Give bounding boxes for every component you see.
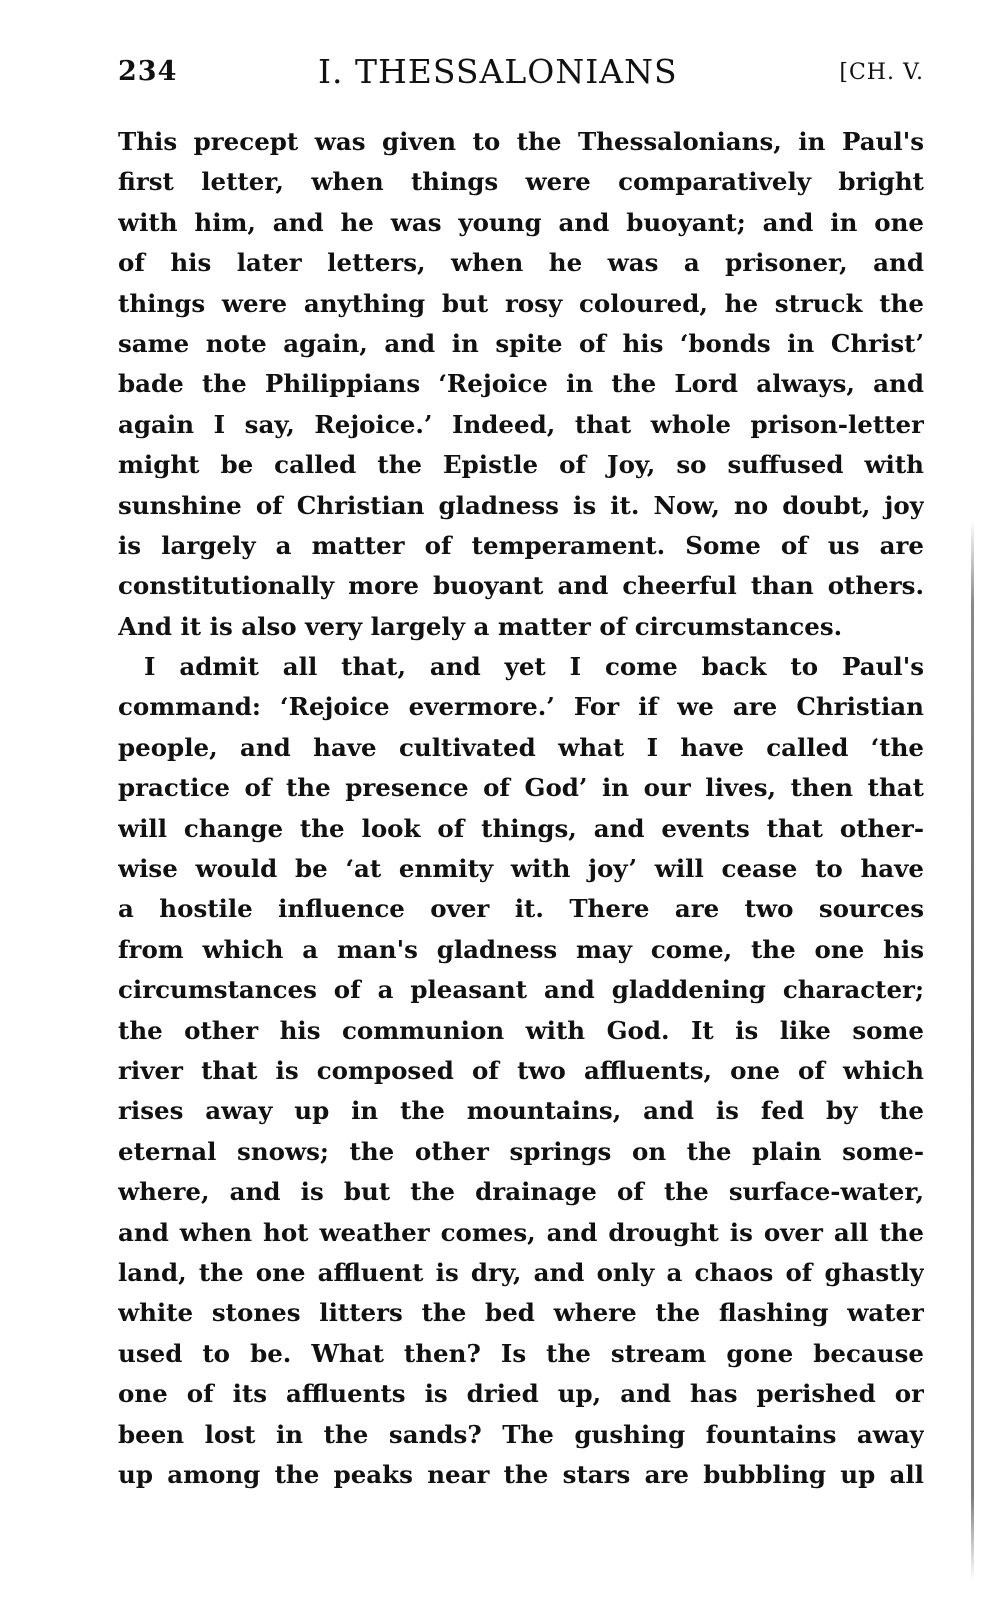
page-number: 234	[118, 56, 178, 87]
text-line: a hostile influence over it. There are two sources	[118, 894, 924, 924]
text-line: of his later letters, when he was a prisoner, and	[118, 248, 924, 278]
text-line: white stones litters the bed where the flashing water	[118, 1298, 924, 1328]
text-line: eternal snows; the other springs on the plain some-	[118, 1136, 924, 1166]
text-line: things were anything but rosy coloured, he struck the	[118, 288, 924, 318]
text-line: is largely a matter of temperament. Some of us are	[118, 530, 924, 560]
body-text	[118, 122, 924, 1495]
paragraph-start-line: I admit all that, and yet I come back to Paul's	[144, 652, 924, 682]
paragraph-end-line: And it is also very largely a matter of circumstances.	[118, 611, 843, 641]
page-header	[118, 52, 924, 94]
text-line: bade the Philippians ‘Rejoice in the Lord always, and	[118, 369, 924, 399]
text-line: people, and have cultivated what I have called ‘the	[118, 732, 924, 762]
text-line: constitutionally more buoyant and cheerful than others.	[118, 571, 924, 601]
text-line: first letter, when things were comparatively bright	[118, 167, 924, 197]
text-line: circumstances of a pleasant and gladdening character;	[118, 975, 924, 1005]
text-line: This precept was given to the Thessalonians, in Paul's	[118, 127, 924, 156]
text-line: wise would be ‘at enmity with joy’ will cease to have	[118, 854, 924, 884]
text-line: the other his communion with God. It is like some	[118, 1015, 924, 1045]
text-line: same note again, and in spite of his ‘bonds in Christ’	[118, 328, 924, 358]
text-line: practice of the presence of God’ in our lives, then that	[118, 773, 924, 803]
chapter-reference: [CH. V.	[839, 60, 924, 85]
text-line: river that is composed of two affluents, one of which	[118, 1055, 924, 1085]
text-line: rises away up in the mountains, and is fed by the	[118, 1096, 924, 1126]
text-line: land, the one affluent is dry, and only a chaos of ghastly	[118, 1257, 924, 1287]
text-line: sunshine of Christian gladness is it. Now, no doubt, joy	[118, 490, 924, 520]
running-title: I. THESSALONIANS	[318, 52, 678, 91]
text-line: been lost in the sands? The gushing fountains away	[118, 1419, 924, 1449]
text-line: where, and is but the drainage of the surface-water,	[118, 1177, 924, 1207]
text-line: again I say, Rejoice.’ Indeed, that whole prison-letter	[118, 409, 924, 439]
text-line: and when hot weather comes, and drought is over all the	[118, 1217, 924, 1247]
text-line: with him, and he was young and buoyant; and in one	[118, 207, 924, 237]
text-line: might be called the Epistle of Joy, so suffused with	[118, 450, 924, 480]
page-binding-edge	[971, 520, 974, 1580]
text-line: one of its affluents is dried up, and has perished or	[118, 1379, 924, 1409]
text-line: used to be. What then? Is the stream gone because	[118, 1338, 924, 1368]
text-line: from which a man's gladness may come, the one his	[118, 934, 924, 964]
text-line: command: ‘Rejoice evermore.’ For if we are Christian	[118, 692, 924, 722]
text-line: will change the look of things, and events that other-	[118, 813, 924, 843]
text-line: up among the peaks near the stars are bubbling up all	[118, 1459, 924, 1489]
